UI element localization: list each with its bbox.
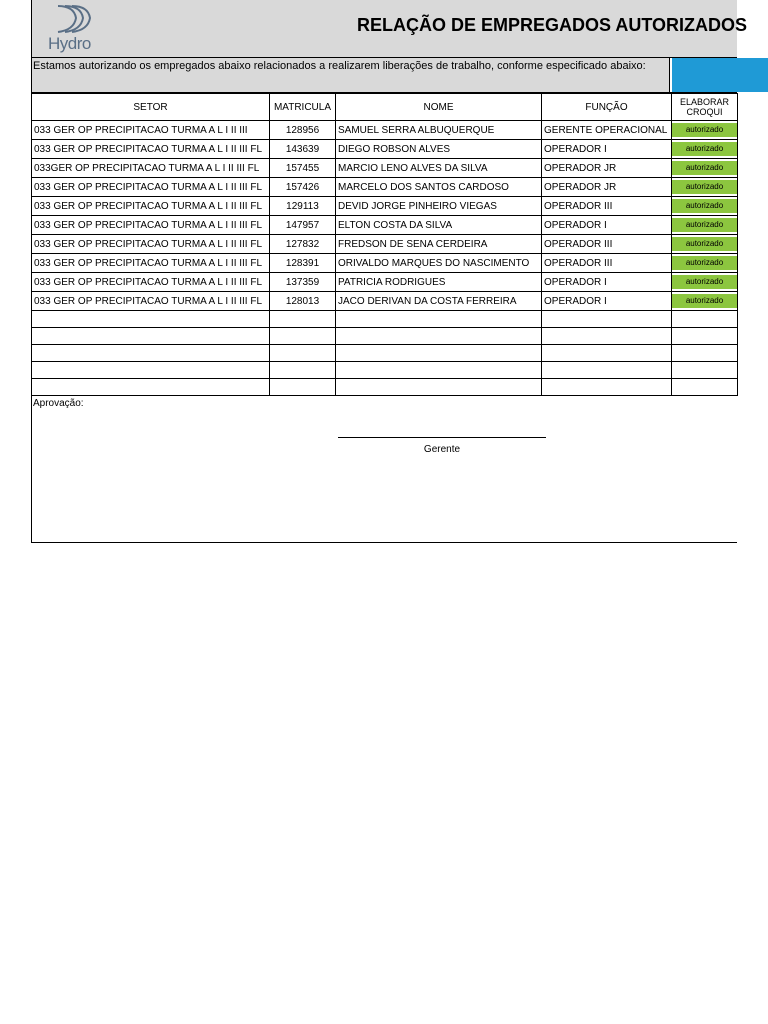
cell-matricula: 147957	[270, 216, 336, 235]
cell-matricula: 143639	[270, 140, 336, 159]
cell-nome: DIEGO ROBSON ALVES	[336, 140, 542, 159]
cell-croqui	[672, 254, 738, 273]
table-row	[32, 121, 738, 140]
cell-funcao: OPERADOR I	[542, 273, 672, 292]
cell-croqui	[672, 159, 738, 178]
cell-matricula: 129113	[270, 197, 336, 216]
cell-matricula: 137359	[270, 273, 336, 292]
sheet-header	[31, 0, 748, 58]
cell-nome: ORIVALDO MARQUES DO NASCIMENTO	[336, 254, 542, 273]
empty-row	[32, 379, 738, 396]
cell-croqui	[672, 292, 738, 311]
cell-funcao: GERENTE OPERACIONAL	[542, 121, 672, 140]
cell-setor: 033 GER OP PRECIPITACAO TURMA A L I II III FL	[32, 254, 270, 273]
status-badge: autorizado	[672, 180, 737, 194]
cell-funcao: OPERADOR III	[542, 235, 672, 254]
cell-funcao: OPERADOR I	[542, 292, 672, 311]
employees-table	[31, 93, 738, 396]
column-header-elaborar-croqui: ELABORAR CROQUI	[672, 94, 738, 121]
approval-label: Aprovação:	[33, 398, 84, 409]
table-row	[32, 140, 738, 159]
status-badge: autorizado	[672, 123, 737, 137]
cell-setor: 033 GER OP PRECIPITACAO TURMA A L I II III FL	[32, 273, 270, 292]
cell-nome: SAMUEL SERRA ALBUQUERQUE	[336, 121, 542, 140]
approval-section	[31, 396, 737, 543]
signature-line	[338, 437, 546, 438]
table-row	[32, 292, 738, 311]
cell-setor: 033 GER OP PRECIPITACAO TURMA A L I II III FL	[32, 292, 270, 311]
status-badge: autorizado	[672, 237, 737, 251]
status-badge: autorizado	[672, 199, 737, 213]
column-header-nome: NOME	[336, 94, 542, 121]
cell-croqui	[672, 178, 738, 197]
cell-nome: FREDSON DE SENA CERDEIRA	[336, 235, 542, 254]
logo-text: Hydro	[48, 34, 91, 53]
cell-nome: JACO DERIVAN DA COSTA FERREIRA	[336, 292, 542, 311]
cell-nome: PATRICIA RODRIGUES	[336, 273, 542, 292]
cell-setor: 033 GER OP PRECIPITACAO TURMA A L I II III FL	[32, 140, 270, 159]
empty-row	[32, 345, 738, 362]
cell-setor: 033GER OP PRECIPITACAO TURMA A L I II III FL	[32, 159, 270, 178]
cell-funcao: OPERADOR III	[542, 254, 672, 273]
status-badge: autorizado	[672, 218, 737, 232]
cell-matricula: 128956	[270, 121, 336, 140]
table-row	[32, 159, 738, 178]
cell-setor: 033 GER OP PRECIPITACAO TURMA A L I II III FL	[32, 216, 270, 235]
cell-nome: DEVID JORGE PINHEIRO VIEGAS	[336, 197, 542, 216]
table-row	[32, 216, 738, 235]
cell-matricula: 157426	[270, 178, 336, 197]
cell-funcao: OPERADOR JR	[542, 159, 672, 178]
cell-nome: ELTON COSTA DA SILVA	[336, 216, 542, 235]
cell-croqui	[672, 235, 738, 254]
intro-row	[31, 58, 737, 93]
cell-nome: MARCIO LENO ALVES DA SILVA	[336, 159, 542, 178]
table-header-row	[32, 94, 738, 121]
cell-croqui	[672, 197, 738, 216]
cell-funcao: OPERADOR I	[542, 140, 672, 159]
table-row	[32, 273, 738, 292]
status-badge: autorizado	[672, 161, 737, 175]
signature-label: Gerente	[423, 444, 461, 455]
cell-matricula: 157455	[270, 159, 336, 178]
hydro-logo	[46, 4, 106, 54]
cell-funcao: OPERADOR I	[542, 216, 672, 235]
cell-setor: 033 GER OP PRECIPITACAO TURMA A L I II III	[32, 121, 270, 140]
page-title: RELAÇÃO DE EMPREGADOS AUTORIZADOS	[357, 15, 748, 35]
cell-nome: MARCELO DOS SANTOS CARDOSO	[336, 178, 542, 197]
intro-text: Estamos autorizando os empregados abaixo relacionados a realizarem liberações de trabalho, conforme especificado abaixo:	[32, 58, 670, 92]
cell-croqui	[672, 140, 738, 159]
table-row	[32, 197, 738, 216]
cell-croqui	[672, 273, 738, 292]
cell-matricula: 127832	[270, 235, 336, 254]
empty-row	[32, 311, 738, 328]
cell-setor: 033 GER OP PRECIPITACAO TURMA A L I II III FL	[32, 197, 270, 216]
cell-matricula: 128391	[270, 254, 336, 273]
empty-row	[32, 362, 738, 379]
cell-croqui	[672, 216, 738, 235]
status-badge: autorizado	[672, 294, 737, 308]
column-header-funcao: FUNÇÃO	[542, 94, 672, 121]
table-row	[32, 254, 738, 273]
cell-setor: 033 GER OP PRECIPITACAO TURMA A L I II III FL	[32, 235, 270, 254]
cell-funcao: OPERADOR JR	[542, 178, 672, 197]
status-badge: autorizado	[672, 275, 737, 289]
blue-accent-box	[672, 58, 768, 92]
hydro-logo-icon	[56, 4, 92, 34]
column-header-setor: SETOR	[32, 94, 270, 121]
cell-funcao: OPERADOR III	[542, 197, 672, 216]
cell-matricula: 128013	[270, 292, 336, 311]
authorization-sheet	[31, 0, 748, 543]
status-badge: autorizado	[672, 256, 737, 270]
status-badge: autorizado	[672, 142, 737, 156]
table-row	[32, 235, 738, 254]
cell-croqui	[672, 121, 738, 140]
column-header-matricula: MATRICULA	[270, 94, 336, 121]
empty-row	[32, 328, 738, 345]
cell-setor: 033 GER OP PRECIPITACAO TURMA A L I II III FL	[32, 178, 270, 197]
table-row	[32, 178, 738, 197]
